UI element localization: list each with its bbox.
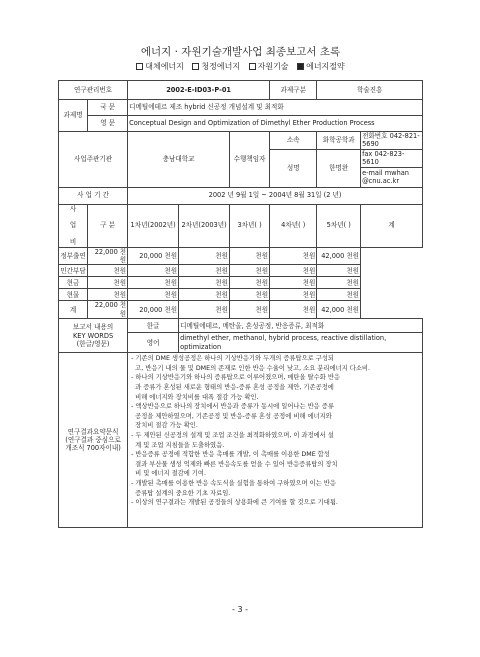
summary-line: 계 및 조업 지침들을 도출하였음. — [131, 441, 225, 449]
summary-label-line: 연구결과요약문식 — [67, 427, 119, 436]
budget-unit: 천원 — [164, 251, 178, 260]
korean-title: 디메틸에테르 제조 hybrid 신공정 개념설계 및 최적화 — [128, 100, 423, 116]
keywords-label-line: KEY WORDS — [72, 331, 114, 340]
budget-unit: 천원 — [164, 290, 178, 299]
budget-unit: 천원 — [302, 266, 316, 275]
checkbox-checked-icon[interactable] — [297, 63, 304, 70]
budget-cell — [270, 289, 317, 301]
budget-side-label — [59, 204, 88, 247]
budget-unit: 천원 — [255, 251, 269, 260]
budget-unit: 천원 — [346, 290, 360, 299]
summary-line: 증류탑 설계의 중요한 기초 자료임. — [131, 489, 231, 497]
category-label: 청정에너지 — [201, 62, 241, 71]
budget-cell — [317, 301, 361, 319]
budget-unit: 천원 — [113, 266, 127, 275]
summary-line: - 반응증류 공정에 적합한 반응 촉매를 개발, 이 촉매를 이용한 DME 합성 — [131, 451, 330, 459]
budget-unit: 천원 — [215, 278, 229, 287]
keywords-en-label: 영어 — [128, 333, 179, 353]
page-number: - 3 - — [232, 605, 248, 614]
budget-side-char: 비 — [69, 238, 77, 247]
period-label: 사 업 기 간 — [59, 187, 128, 204]
budget-row-label: 정부출연 — [59, 247, 88, 265]
budget-cell — [317, 277, 361, 289]
budget-unit: 천원 — [346, 266, 360, 275]
budget-row-label: 현금 — [59, 277, 88, 289]
budget-unit: 천원 — [346, 251, 360, 260]
document-title: 에너지 · 자원기술개발사업 최종보고서 초록 — [140, 46, 341, 58]
report-page — [58, 40, 423, 528]
keywords-label — [59, 319, 128, 353]
checkbox-icon[interactable] — [249, 63, 256, 70]
budget-unit: 천원 — [302, 290, 316, 299]
category-energy-saving[interactable] — [297, 62, 345, 71]
email-label: e-mail — [362, 168, 383, 177]
budget-cell — [128, 265, 179, 277]
budget-unit: 천원 — [119, 247, 127, 265]
summary-line: 비해 에너지와 장치비를 대폭 절감 가능 확인. — [131, 393, 259, 401]
host-institution-label: 사업주관기관 — [59, 132, 128, 188]
email — [361, 167, 423, 187]
host-institution: 충남대학교 — [128, 132, 230, 188]
budget-cell — [179, 289, 230, 301]
summary-line: 장치비 절감 가능 확인. — [131, 422, 198, 430]
summary-label-line: 개조식 700자이내) — [65, 444, 121, 453]
budget-cell — [128, 247, 179, 265]
summary-line: - 액상반응으로 하나의 장치에서 반응과 증류가 동시에 일어나는 반응 증류 — [131, 403, 334, 411]
summary-body — [128, 353, 423, 528]
budget-header-cell: 2차년(2003년) — [179, 204, 230, 247]
budget-cell — [317, 265, 361, 277]
budget-unit: 천원 — [255, 266, 269, 275]
keywords-label-line: 보고서 내용의 — [72, 323, 114, 332]
summary-label-line: (연구결과 중심으로 — [65, 436, 121, 445]
category-checkboxes — [58, 61, 423, 72]
summary-label — [59, 353, 128, 528]
budget-cell — [179, 301, 230, 319]
summary-line: 공정을 제안하였으며, 기존공정 및 반응-증류 혼성 공정에 비해 에너지와 — [131, 412, 332, 420]
budget-cell — [270, 247, 317, 265]
budget-cell — [88, 247, 128, 265]
budget-unit: 천원 — [255, 278, 269, 287]
budget-cell — [88, 265, 128, 277]
budget-cell — [128, 277, 179, 289]
summary-line: - 기존의 DME 생성공정은 하나의 기상반응기와 두개의 증류탑으로 구성되 — [131, 355, 335, 363]
category-label: 자원기술 — [257, 62, 289, 71]
budget-unit: 천원 — [346, 305, 360, 314]
korean-title-label: 국 문 — [88, 100, 128, 116]
keywords-ko-label: 한글 — [128, 319, 179, 333]
budget-cell — [88, 289, 128, 301]
researcher-name: 한명완 — [317, 149, 361, 187]
abstract-table — [58, 80, 423, 528]
budget-cell — [230, 289, 270, 301]
budget-cell — [230, 277, 270, 289]
summary-line: - 하나의 기상반응기와 하나의 증류탑으로 이루어졌으며, 메탄올 탈수화 반응 — [131, 374, 340, 382]
project-category: 학술진흥 — [317, 81, 423, 100]
budget-header-cell: 구 분 — [88, 204, 128, 247]
project-name-label: 과제명 — [59, 100, 88, 132]
budget-row-label: 민간부담 — [59, 265, 88, 277]
period-value: 2002 년 9월 1일 ~ 2004년 8월 31일 (2 년) — [128, 187, 423, 204]
summary-line: 비 및 에너지 절감에 기여. — [131, 470, 206, 478]
budget-cell — [270, 301, 317, 319]
keywords-en-line: optimization — [180, 342, 222, 351]
fax-label: fax — [362, 149, 373, 158]
category-alt-energy[interactable] — [136, 62, 184, 71]
keywords-ko: 디메틸에테르, 메탄올, 혼성공정, 반응증류, 최적화 — [179, 319, 423, 333]
phone — [361, 132, 423, 150]
budget-unit: 천원 — [215, 266, 229, 275]
project-category-label: 과제구분 — [270, 81, 317, 100]
budget-cell — [317, 247, 361, 265]
category-label: 대체에너지 — [145, 62, 184, 71]
budget-cell — [128, 301, 179, 319]
category-resource-tech[interactable] — [249, 62, 289, 71]
summary-line: - 개발된 촉매를 이용한 반응 속도식을 실험을 통하여 구하였으며 이는 반응 — [131, 480, 336, 487]
fax-value: 042-823-5610 — [362, 149, 405, 167]
checkbox-icon[interactable] — [192, 63, 199, 70]
budget-side-char: 사 — [69, 204, 77, 213]
name-label: 성명 — [270, 149, 317, 187]
budget-row-label: 현물 — [59, 289, 88, 301]
budget-unit: 천원 — [113, 278, 127, 287]
budget-cell — [179, 277, 230, 289]
budget-cell — [179, 265, 230, 277]
summary-line: 결과 부산물 생성 억제와 빠른 반응속도를 얻을 수 있어 반응증류탑의 장치 — [131, 460, 338, 468]
summary-line: 고, 반응기 내의 물 및 DME의 존재로 인한 반응 수율이 낮고, 소요 분리에너지 다소비. — [131, 364, 370, 372]
project-id: 2002-E-ID03-P-01 — [128, 81, 270, 100]
keywords-en — [179, 333, 423, 353]
budget-cell — [317, 289, 361, 301]
budget-header-cell: 5차년( ) — [317, 204, 361, 247]
email-user: mwhan — [384, 168, 409, 177]
category-label: 에너지절약 — [306, 62, 345, 71]
budget-amount: 42,000 — [321, 251, 345, 260]
budget-unit: 천원 — [215, 290, 229, 299]
budget-cell — [88, 277, 128, 289]
budget-cell — [179, 247, 230, 265]
budget-unit: 천원 — [302, 305, 316, 314]
fax — [361, 149, 423, 167]
project-id-label: 연구관리번호 — [59, 81, 128, 100]
budget-cell — [230, 265, 270, 277]
budget-side-char: 업 — [69, 221, 77, 230]
budget-unit: 천원 — [164, 278, 178, 287]
category-clean-energy[interactable] — [192, 62, 240, 71]
affiliation: 화학공학과 — [317, 132, 361, 150]
budget-unit: 천원 — [215, 251, 229, 260]
summary-line: - 두 제안된 신공정의 설계 및 조업 조건을 최적화하였으며, 이 과정에서 설 — [131, 432, 334, 440]
phone-value: 042-821-5690 — [362, 132, 420, 149]
lead-researcher-label: 수행책임자 — [230, 132, 270, 188]
summary-line: 과 증류가 혼성된 새로운 형태의 반응-증류 혼성 공정을 제안, 기존공정에 — [131, 384, 334, 392]
budget-cell — [270, 265, 317, 277]
budget-amount: 20,000 — [139, 305, 163, 314]
budget-header-cell: 3차년( ) — [230, 204, 270, 247]
phone-label: 전화번호 — [362, 132, 388, 140]
budget-amount: 20,000 — [139, 251, 163, 260]
budget-cell — [230, 301, 270, 319]
budget-unit: 천원 — [255, 290, 269, 299]
budget-header-cell: 1차년(2002년) — [128, 204, 179, 247]
budget-unit: 천원 — [255, 305, 269, 314]
budget-amount: 42,000 — [321, 305, 345, 314]
budget-unit: 천원 — [346, 278, 360, 287]
budget-cell — [230, 247, 270, 265]
budget-unit: 천원 — [215, 305, 229, 314]
budget-header-cell: 4차년( ) — [270, 204, 317, 247]
keywords-en-line: dimethyl ether, methanol, hybrid process, reactive distillation, — [180, 334, 387, 343]
summary-line: - 이상의 연구결과는 개발된 공정들의 상용화에 큰 기여를 할 것으로 기대됨. — [131, 499, 338, 507]
budget-unit: 천원 — [164, 266, 178, 275]
budget-cell — [88, 301, 128, 319]
budget-unit: 천원 — [119, 301, 127, 318]
affiliation-label: 소속 — [270, 132, 317, 150]
english-title-label: 영 문 — [88, 116, 128, 132]
email-domain: @cnu.ac.kr — [362, 177, 400, 186]
budget-unit: 천원 — [302, 251, 316, 260]
budget-unit: 천원 — [164, 305, 178, 314]
budget-unit: 천원 — [113, 290, 127, 299]
budget-cell — [128, 289, 179, 301]
budget-header-cell: 계 — [361, 204, 423, 247]
budget-amount: 22,000 — [94, 301, 118, 310]
budget-row-label: 계 — [59, 301, 88, 319]
checkbox-icon[interactable] — [136, 63, 143, 70]
budget-unit: 천원 — [302, 278, 316, 287]
english-title: Conceptual Design and Optimization of Dimethyl Ether Production Process — [128, 116, 423, 132]
budget-amount: 22,000 — [94, 247, 118, 256]
keywords-label-line: (한글/영문) — [76, 339, 110, 348]
budget-cell — [270, 277, 317, 289]
